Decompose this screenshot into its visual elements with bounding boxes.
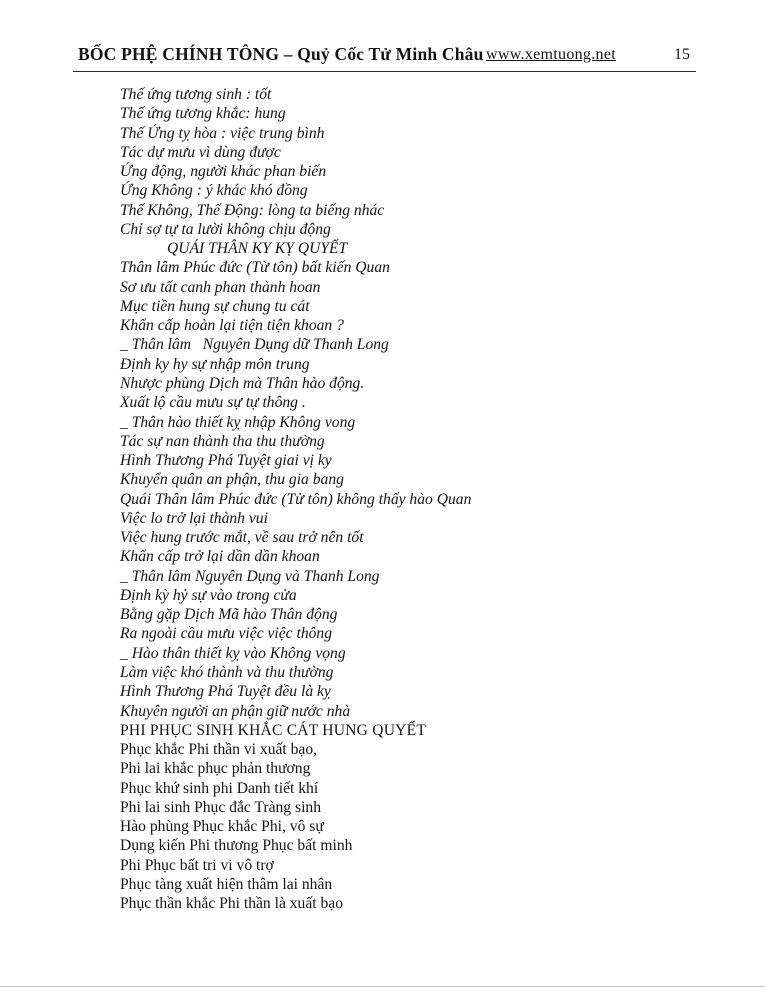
section-heading: PHI PHỤC SINH KHẮC CÁT HUNG QUYẾT xyxy=(120,721,427,739)
text-line: Phi lai sinh Phục đắc Tràng sinh xyxy=(120,798,321,816)
text-line: Khẩn cấp hoàn lại tiện tiện khoan ? xyxy=(120,317,344,335)
page-bottom-edge xyxy=(0,986,765,987)
text-line: Thân lâm Phúc đức (Từ tôn) bất kiến Quan xyxy=(120,259,390,277)
text-line: Thế Ứng tỵ hòa : việc trung bình xyxy=(120,124,325,142)
text-line: Phi Phục bất tri vi vô trợ xyxy=(120,856,274,874)
text-line: Sơ ưu tất canh phan thành hoan xyxy=(120,278,321,296)
text-line: Phục tàng xuất hiện thâm lai nhân xyxy=(120,875,333,893)
document-title: BỐC PHỆ CHÍNH TÔNG – Quỷ Cốc Tử Minh Châu xyxy=(78,44,484,64)
text-block xyxy=(120,85,680,913)
header-divider xyxy=(73,71,696,72)
text-line: Thế Không, Thế Động: lòng ta biếng nhác xyxy=(120,201,385,219)
text-line: Hình Thương Phá Tuyệt đều là kỵ xyxy=(120,683,331,701)
text-line: Làm việc khó thành và thu thường xyxy=(120,663,334,681)
page-number: 15 xyxy=(674,46,690,63)
text-line: Thế ứng tương sinh : tốt xyxy=(120,86,272,103)
website-url: www.xemtuong.net xyxy=(486,46,616,63)
text-line: Ra ngoài cầu mưu việc việc thông xyxy=(120,625,333,643)
text-line: Khuyên người an phận giữ nước nhà xyxy=(120,702,351,720)
text-line: Việc hung trước mắt, về sau trở nên tốt xyxy=(120,529,364,547)
text-line: _ Thân lâm Nguyên Dụng dữ Thanh Long xyxy=(120,336,389,354)
text-line: Quái Thân lâm Phúc đức (Tử tôn) không thấy hào Quan xyxy=(120,490,472,508)
text-line: Việc lo trở lại thành vui xyxy=(120,509,268,527)
text-line: Định ky hy sự nhập môn trung xyxy=(120,355,310,373)
text-line: Phục khứ sinh phi Danh tiết khí xyxy=(120,779,319,797)
text-line: Phi lai khắc phục phản thương xyxy=(120,760,311,778)
text-line: Dụng kiến Phi thương Phục bất minh xyxy=(120,837,353,855)
text-line: Khẩn cấp trở lại dần dần khoan xyxy=(120,548,320,566)
text-line: Nhược phùng Dịch mà Thân hào động. xyxy=(120,374,365,392)
text-line: Định kỳ hỷ sự vào trong cửa xyxy=(120,586,297,604)
text-line: Hình Thương Phá Tuyệt giai vị ky xyxy=(120,452,332,470)
text-line: Phục thần khắc Phi thần là xuất bạo xyxy=(120,895,344,913)
text-line: Ứng Không : ý khác khó đồng xyxy=(120,182,308,200)
text-line: Chỉ sợ tự ta lười không chịu động xyxy=(120,220,331,238)
text-line: Bằng gặp Dịch Mã hào Thân động xyxy=(120,606,338,624)
text-line: Mục tiền hung sự chung tu cát xyxy=(120,297,310,315)
section-heading: QUÁI THÂN KY KỴ QUYẾT xyxy=(167,240,348,258)
text-line: Xuất lộ cầu mưu sự tự thông . xyxy=(120,394,306,412)
text-line: _ Hào thân thiết kỵ vào Không vọng xyxy=(120,644,346,662)
text-line: Hào phùng Phục khắc Phi, vô sự xyxy=(120,818,324,836)
text-line: Phục khắc Phi thần vi xuất bạo, xyxy=(120,741,318,759)
text-line: Ứng động, người khác phan biến xyxy=(120,163,327,181)
text-line: Tác dự mưu vì dùng được xyxy=(120,143,281,161)
text-line: _ Thân lâm Nguyên Dụng và Thanh Long xyxy=(120,567,380,585)
text-line: _ Thân hào thiết kỵ nhập Không vong xyxy=(120,413,356,431)
text-line: Khuyển quân an phận, thu gia bang xyxy=(120,471,344,489)
text-line: Thế ứng tương khắc: hung xyxy=(120,105,286,123)
text-line: Tác sự nan thành tha thu thường xyxy=(120,432,325,450)
